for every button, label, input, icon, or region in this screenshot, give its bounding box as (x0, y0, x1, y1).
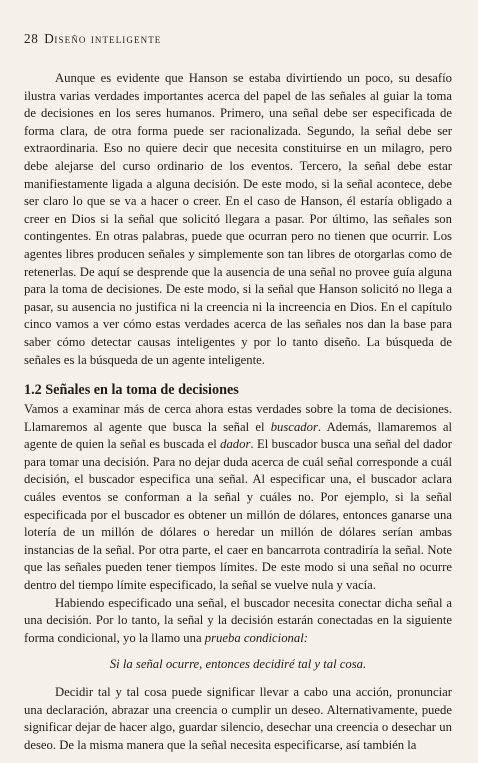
header-title-initial: D (44, 31, 55, 46)
section-heading: 1.2 Señales en la toma de decisiones (24, 382, 239, 399)
conditional-statement: Si la señal ocurre, entonces decidiré tal y tal cosa. (109, 657, 367, 672)
term-prueba-condicional: prueba condicional: (204, 630, 308, 645)
running-header (24, 31, 161, 47)
paragraph-seeker-giver: Vamos a examinar más de cerca ahora estas verdades sobre la toma de decisiones. Llamaremos al agente que busca la señal el buscador. Además, llamaremos al agente de quien la señal es buscada el dador. El buscador busca una señal del dador para tomar una decisión. Para no dejar duda acerca de cuál señal corresponde a cuál decisión, el buscador especifica una señal. Al especificar una, el buscador aclara cuáles eventos se conforman a la señal y cuáles no. Por ejemplo, si la señal especificada por el buscador es obtener un millón de dólares, entonces ganarse una lotería de un millón de dólares o heredar un millón de dólares serían ambas instancias de la señal. Por otra parte, el caer en bancarrota contradiría la señal. Note que las señales pueden tener tiempos límites. De este modo si una señal no ocurre dentro del tiempo límite especificado, la señal se vuelve nula y vacía. (24, 402, 453, 593)
paragraph-decide: Decidir tal y tal cosa puede significar llevar a cabo una acción, pronunciar una declaración, abrazar una creencia o cumplir un deseo. Alternativamente, puede significar dejar de hacer algo, guardar silencio, desechar una creencia o desechar un deseo. De la misma manera que la señal necesita especificarse, así también la (24, 685, 452, 752)
header-title: iseño inteligente (54, 31, 162, 46)
paragraph-hanson-challenge: Aunque es evidente que Hanson se estaba divirtiendo un poco, su desafío ilustra varias verdades importantes acerca del papel de las señales al guiar la toma de decisiones en los seres humanos. Primero, una señal debe ser especificada de forma clara, de otra forma puede ser racionalizada. Segundo, la señal debe ser extraordinaria. Eso no quiere decir que necesita constituirse en un milagro, pero debe alejarse del curso ordinario de los eventos. Tercero, la señal debe estar manifiestamente ligada a alguna decisión. De este modo, si la señal acontece, debe ser claro lo que se va a hacer o creer. En el caso de Hanson, él estaría obligado a creer en Dios si la señal que solicitó llegara a pasar. Por último, las señales son contingentes. En otras palabras, puede que ocurran pero no tienen que ocurrir. Los agentes libres producen señales y simplemente son tan libres de otorgarlas como de retenerlas. De aquí se desprende que la ausencia de una señal no provee guía alguna para la toma de decisiones. De este modo, si la señal que Hanson solicitó no llega a pasar, su ausencia no justifica ni la creencia ni la increencia en Dios. En el capítulo cinco vamos a ver cómo estas verdades acerca de las señales nos dan la base para saber cómo detectar causas inteligentes y por lo tanto diseño. La búsqueda de señales es la búsqueda de un agente inteligente. (24, 71, 452, 367)
term-buscador: buscador (270, 419, 318, 434)
paragraph-conditional-intro: Habiendo especificado una señal, el buscador necesita conectar dicha señal a una decisión. Por lo tanto, la señal y la decisión estarán conectadas en la siguiente forma condicional, yo la llamo una prueba condicional: (24, 595, 452, 645)
term-dador: dador (220, 437, 251, 452)
page-body (24, 70, 452, 754)
page-number: 28 (24, 31, 39, 46)
